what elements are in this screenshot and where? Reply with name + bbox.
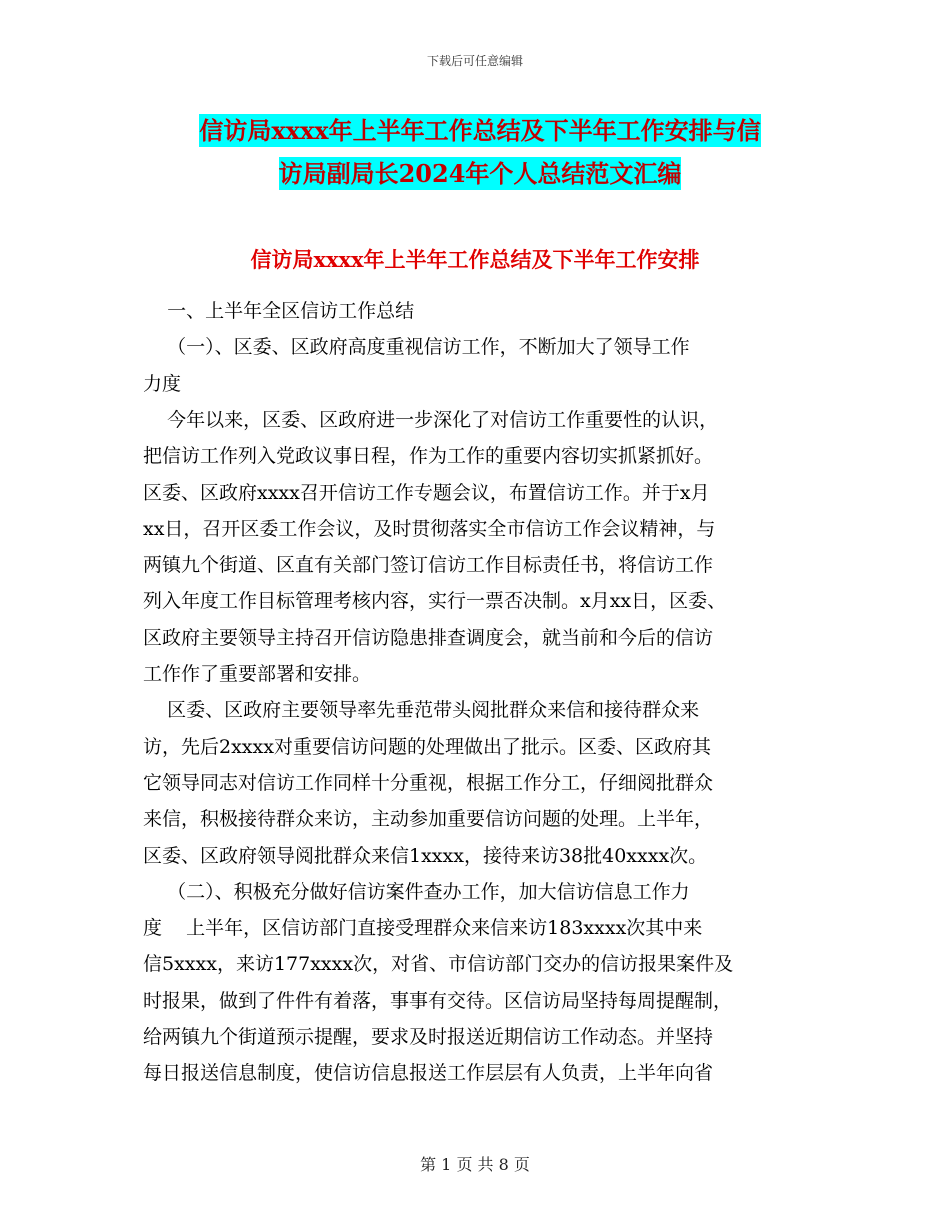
- text-line: xx日，召开区委工作会议，及时贯彻落实全市信访工作会议精神，与: [143, 517, 716, 540]
- text-line: 工作作了重要部署和安排。: [143, 663, 372, 685]
- text-line: 给两镇九个街道预示提醒，要求及时报送近期信访工作动态。并坚持: [143, 1026, 714, 1048]
- text-line: 来信，积极接待群众来访，主动参加重要信访问题的处理。上半年，: [143, 808, 714, 831]
- main-title-highlight-2: 访局副局长2024年个人总结范文汇编: [278, 159, 682, 188]
- text-line: 一、上半年全区信访工作总结: [143, 300, 415, 322]
- text-line: （二）、积极充分做好信访案件查办工作，加大信访信息工作力: [143, 880, 690, 903]
- text-line: 度 上半年，区信访部门直接受理群众来信来访183xxxx次其中来: [143, 917, 703, 940]
- text-line: 区政府主要领导主持召开信访隐患排查调度会，就当前和今后的信访: [143, 626, 714, 649]
- main-title-highlight-1: 信访局xxxx年上半年工作总结及下半年工作安排与信: [199, 116, 761, 145]
- text-line: 力度: [143, 372, 182, 395]
- text-line: 两镇九个街道、区直有关部门签订信访工作目标责任书，将信访工作: [143, 554, 714, 577]
- text-line: 区委、区政府xxxx召开信访工作专题会议，布置信访工作。并于x月: [143, 481, 710, 504]
- text-line: 信5xxxx，来访177xxxx次，对省、市信访部门交办的信访报果案件及: [143, 953, 734, 976]
- text-line: 列入年度工作目标管理考核内容，实行一票否决制。x月xx日，区委、: [143, 590, 727, 613]
- main-title-line-2: [140, 152, 820, 196]
- text-line: 它领导同志对信访工作同样十分重视，根据工作分工，仔细阅批群众: [143, 771, 714, 794]
- main-title-line-1: [140, 109, 820, 153]
- section-title: 信访局xxxx年上半年工作总结及下半年工作安排: [250, 247, 700, 272]
- header-note: 下载后可任意编辑: [426, 54, 523, 68]
- text-line: （一）、区委、区政府高度重视信访工作，不断加大了领导工作: [143, 336, 690, 359]
- text-line: 访，先后2xxxx对重要信访问题的处理做出了批示。区委、区政府其: [143, 735, 711, 758]
- text-line: 把信访工作列入党政议事日程，作为工作的重要内容切实抓紧抓好。: [143, 445, 714, 468]
- text-line: 区委、区政府领导阅批群众来信1xxxx，接待来访38批40xxxx次。: [143, 844, 708, 867]
- text-line: 每日报送信息制度，使信访信息报送工作层层有人负责，上半年向省: [143, 1062, 714, 1085]
- text-line: 时报果，做到了件件有着落，事事有交待。区信访局坚持每周提醒制，: [143, 989, 733, 1012]
- text-line: 区委、区政府主要领导率先垂范带头阅批群众来信和接待群众来: [143, 699, 700, 722]
- text-line: 今年以来，区委、区政府进一步深化了对信访工作重要性的认识，: [143, 408, 719, 431]
- page-footer: 第 1 页 共 8 页: [420, 1155, 530, 1174]
